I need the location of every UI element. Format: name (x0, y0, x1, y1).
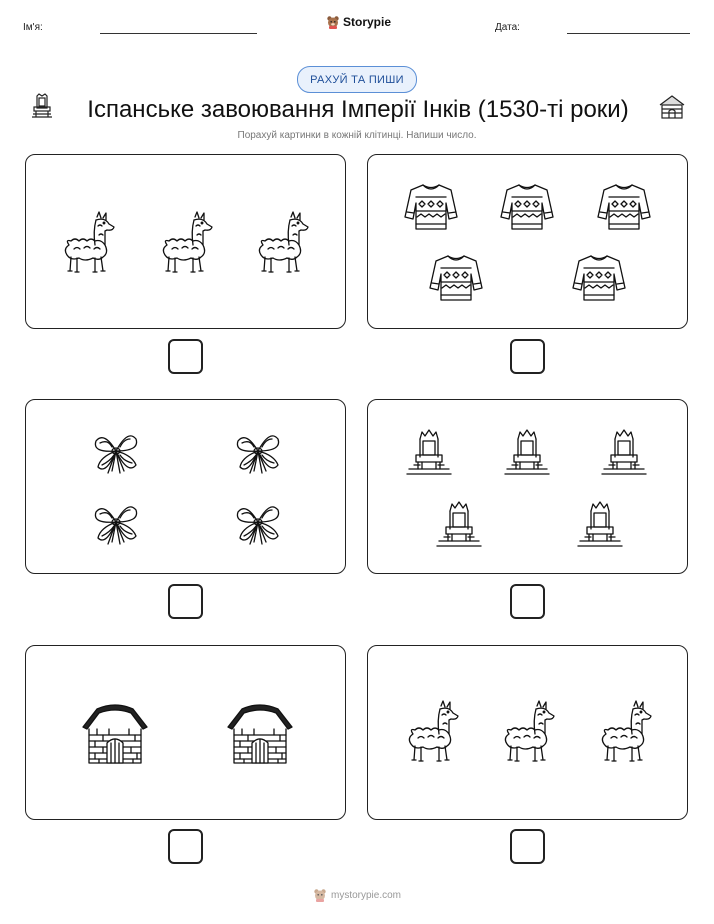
section-badge: РАХУЙ ТА ПИШИ (297, 66, 417, 93)
house-icon (657, 94, 687, 120)
answer-box-6[interactable] (510, 829, 545, 864)
answer-box-1[interactable] (168, 339, 203, 374)
throne-icon (577, 499, 623, 554)
llama-icon (155, 211, 215, 282)
footer-url: mystorypie.com (330, 889, 401, 901)
answer-box-5[interactable] (168, 829, 203, 864)
name-label: Ім'я: (23, 22, 43, 33)
house-icon (81, 703, 149, 772)
throne-icon (504, 427, 550, 482)
brand-logo (326, 15, 391, 29)
count-card-5 (25, 645, 346, 820)
yarn-icon (232, 425, 284, 482)
bear-icon (313, 888, 327, 902)
date-label: Дата: (495, 22, 520, 33)
answer-box-3[interactable] (168, 584, 203, 619)
count-card-3 (25, 399, 346, 574)
sweater-icon (571, 252, 627, 309)
llama-icon (57, 211, 117, 282)
answer-box-4[interactable] (510, 584, 545, 619)
footer (0, 888, 714, 902)
llama-icon (594, 700, 654, 771)
instruction-text: Порахуй картинки в кожній клітинці. Напиши число. (237, 130, 477, 141)
sweater-icon (499, 181, 555, 238)
answer-box-2[interactable] (510, 339, 545, 374)
bear-icon (326, 15, 340, 29)
yarn-icon (232, 496, 284, 553)
sweater-icon (596, 181, 652, 238)
llama-icon (497, 700, 557, 771)
sweater-icon (428, 252, 484, 309)
house-icon (226, 703, 294, 772)
throne-icon (406, 427, 452, 482)
yarn-icon (90, 496, 142, 553)
llama-icon (401, 700, 461, 771)
throne-icon (601, 427, 647, 482)
page-title: Іспанське завоювання Імперії Інків (1530-ті роки) (87, 96, 629, 123)
yarn-icon (90, 425, 142, 482)
name-line[interactable] (100, 33, 257, 34)
brand-name: Storypie (343, 15, 392, 29)
throne-icon (28, 92, 56, 120)
sweater-icon (403, 181, 459, 238)
date-line[interactable] (567, 33, 690, 34)
throne-icon (436, 499, 482, 554)
llama-icon (251, 211, 311, 282)
count-card-4 (367, 399, 688, 574)
